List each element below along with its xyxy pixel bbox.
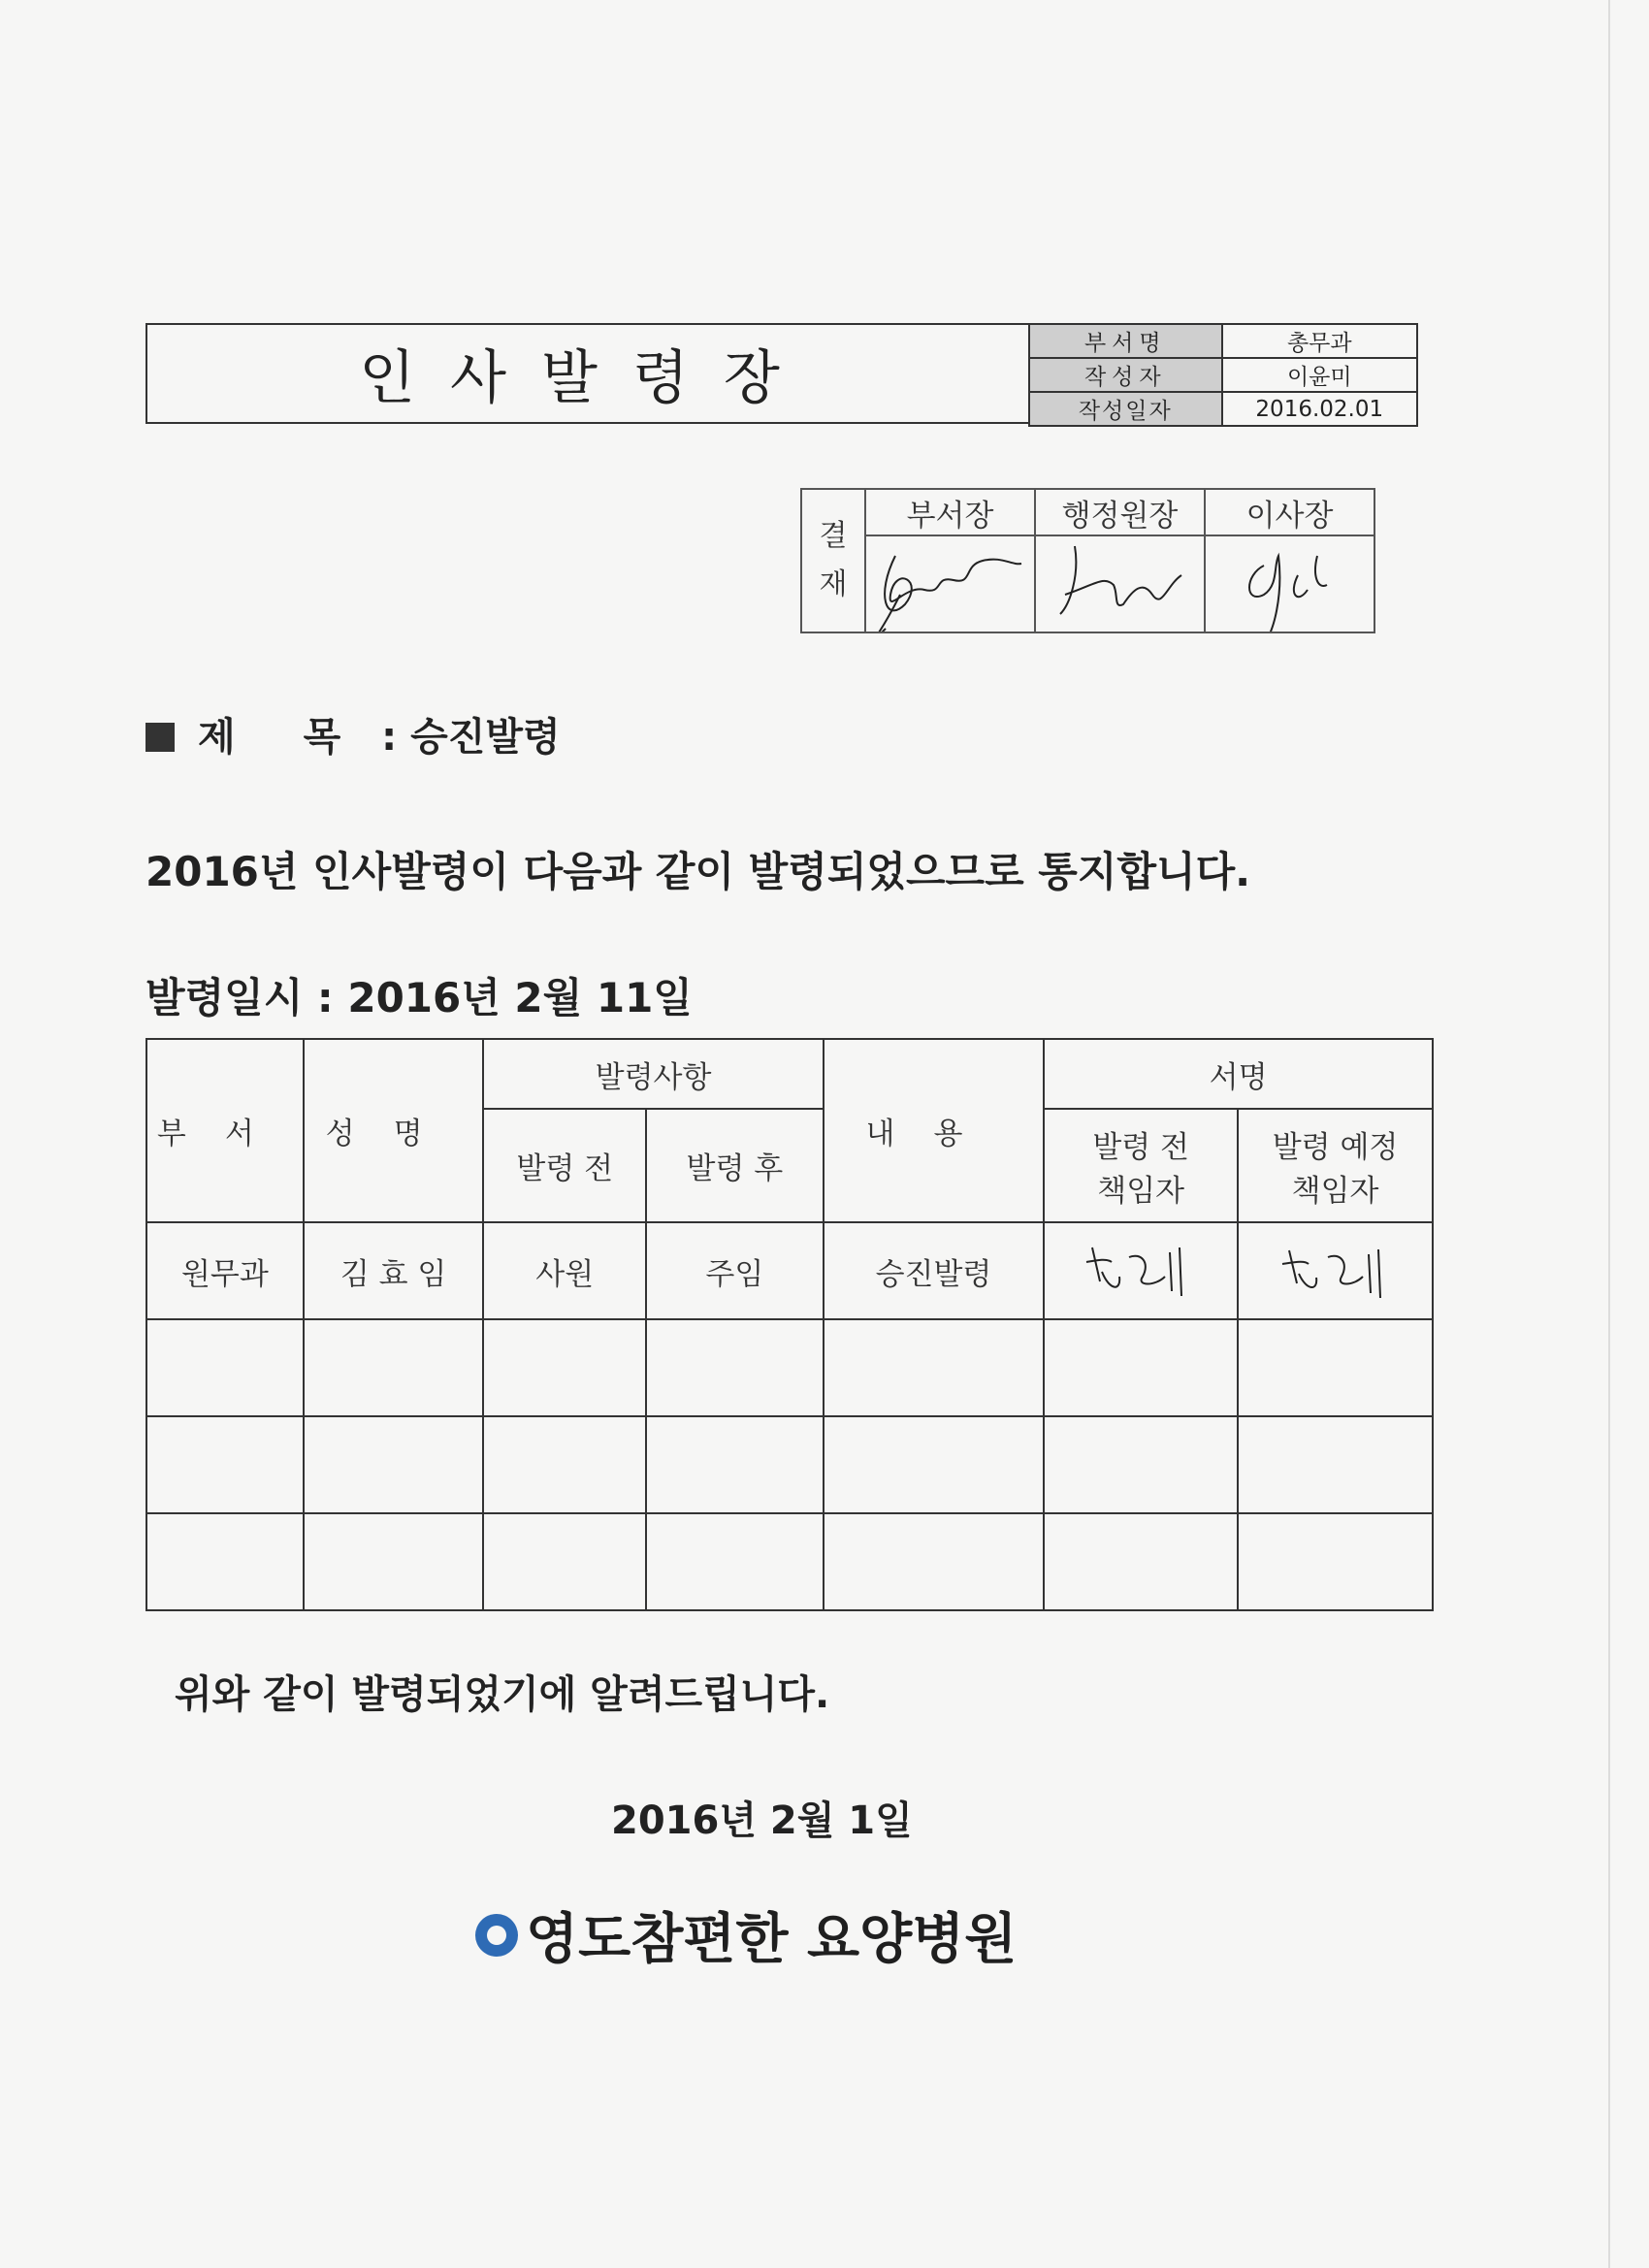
meta-table	[1028, 323, 1418, 427]
header-sign-before-line2: 책임자	[1097, 1173, 1185, 1209]
handwritten-signature	[1073, 1233, 1209, 1301]
document-title: 인사발령장	[359, 344, 815, 412]
cell-after: 주임	[646, 1222, 824, 1319]
header-signature: 서명	[1044, 1039, 1433, 1109]
approval-side-top: 결	[819, 519, 848, 553]
cell-before: 사원	[483, 1222, 646, 1319]
subject-label: 제 목	[198, 715, 369, 760]
signature-drawing	[1206, 536, 1374, 632]
header-sign-before	[1044, 1109, 1238, 1222]
header-order-group: 발령사항	[483, 1039, 823, 1109]
table-row	[146, 1319, 1433, 1416]
table-row	[146, 1416, 1433, 1513]
meta-value: 2016.02.01	[1222, 392, 1417, 426]
effective-label: 발령일시	[146, 974, 304, 1021]
approval-side-bottom: 재	[819, 567, 848, 601]
approval-table	[800, 488, 1375, 633]
header-name: 성명	[304, 1039, 484, 1222]
meta-row	[1029, 358, 1417, 392]
table-row	[146, 1222, 1433, 1319]
cell-name: 김 효 임	[304, 1222, 484, 1319]
organization-name-line	[475, 1896, 1017, 1974]
approval-signature-cell	[1205, 535, 1374, 632]
approval-role: 부서장	[865, 489, 1035, 535]
issue-date: 2016년 2월 1일	[611, 1798, 913, 1843]
personnel-table	[146, 1038, 1434, 1611]
meta-row	[1029, 324, 1417, 358]
meta-label: 작성일자	[1029, 392, 1222, 426]
cell-sign-after	[1238, 1222, 1433, 1319]
subject-value: 승진발령	[410, 715, 561, 760]
effective-sep: :	[316, 974, 334, 1021]
notice-text: 2016년 인사발령이 다음과 같이 발령되었으므로 통지합니다.	[146, 848, 1251, 895]
effective-value: 2016년 2월 11일	[347, 974, 693, 1021]
header-sign-before-line1: 발령 전	[1092, 1129, 1190, 1165]
header-sign-after-line2: 책임자	[1291, 1173, 1379, 1209]
cell-sign-before	[1044, 1222, 1238, 1319]
header-after: 발령 후	[646, 1109, 824, 1222]
meta-value: 이윤미	[1222, 358, 1417, 392]
meta-value: 총무과	[1222, 324, 1417, 358]
cell-dept: 원무과	[146, 1222, 304, 1319]
subject-line	[146, 706, 561, 761]
hospital-logo-icon	[475, 1914, 518, 1957]
effective-date-line	[146, 966, 693, 1024]
scan-edge	[1608, 0, 1610, 2268]
header-sign-after	[1238, 1109, 1433, 1222]
approval-signature-cell	[865, 535, 1035, 632]
header-dept: 부서	[146, 1039, 304, 1222]
header-before: 발령 전	[483, 1109, 646, 1222]
approval-role: 이사장	[1205, 489, 1374, 535]
meta-row	[1029, 392, 1417, 426]
subject-sep: :	[381, 715, 398, 760]
organization-name: 영도참편한 요양병원	[526, 1908, 1018, 1971]
header-sign-after-line1: 발령 예정	[1272, 1129, 1399, 1165]
meta-label: 작성자	[1029, 358, 1222, 392]
approval-side-label	[801, 489, 865, 632]
handwritten-signature	[1268, 1233, 1404, 1301]
approval-role: 행정원장	[1035, 489, 1205, 535]
meta-label: 부서명	[1029, 324, 1222, 358]
signature-drawing	[1036, 536, 1204, 632]
square-bullet-icon	[146, 723, 175, 752]
table-row	[146, 1513, 1433, 1610]
closing-text: 위와 같이 발령되었기에 알려드립니다.	[175, 1672, 830, 1717]
header-content: 내용	[824, 1039, 1045, 1222]
signature-drawing	[866, 536, 1034, 632]
cell-content: 승진발령	[824, 1222, 1045, 1319]
approval-signature-cell	[1035, 535, 1205, 632]
